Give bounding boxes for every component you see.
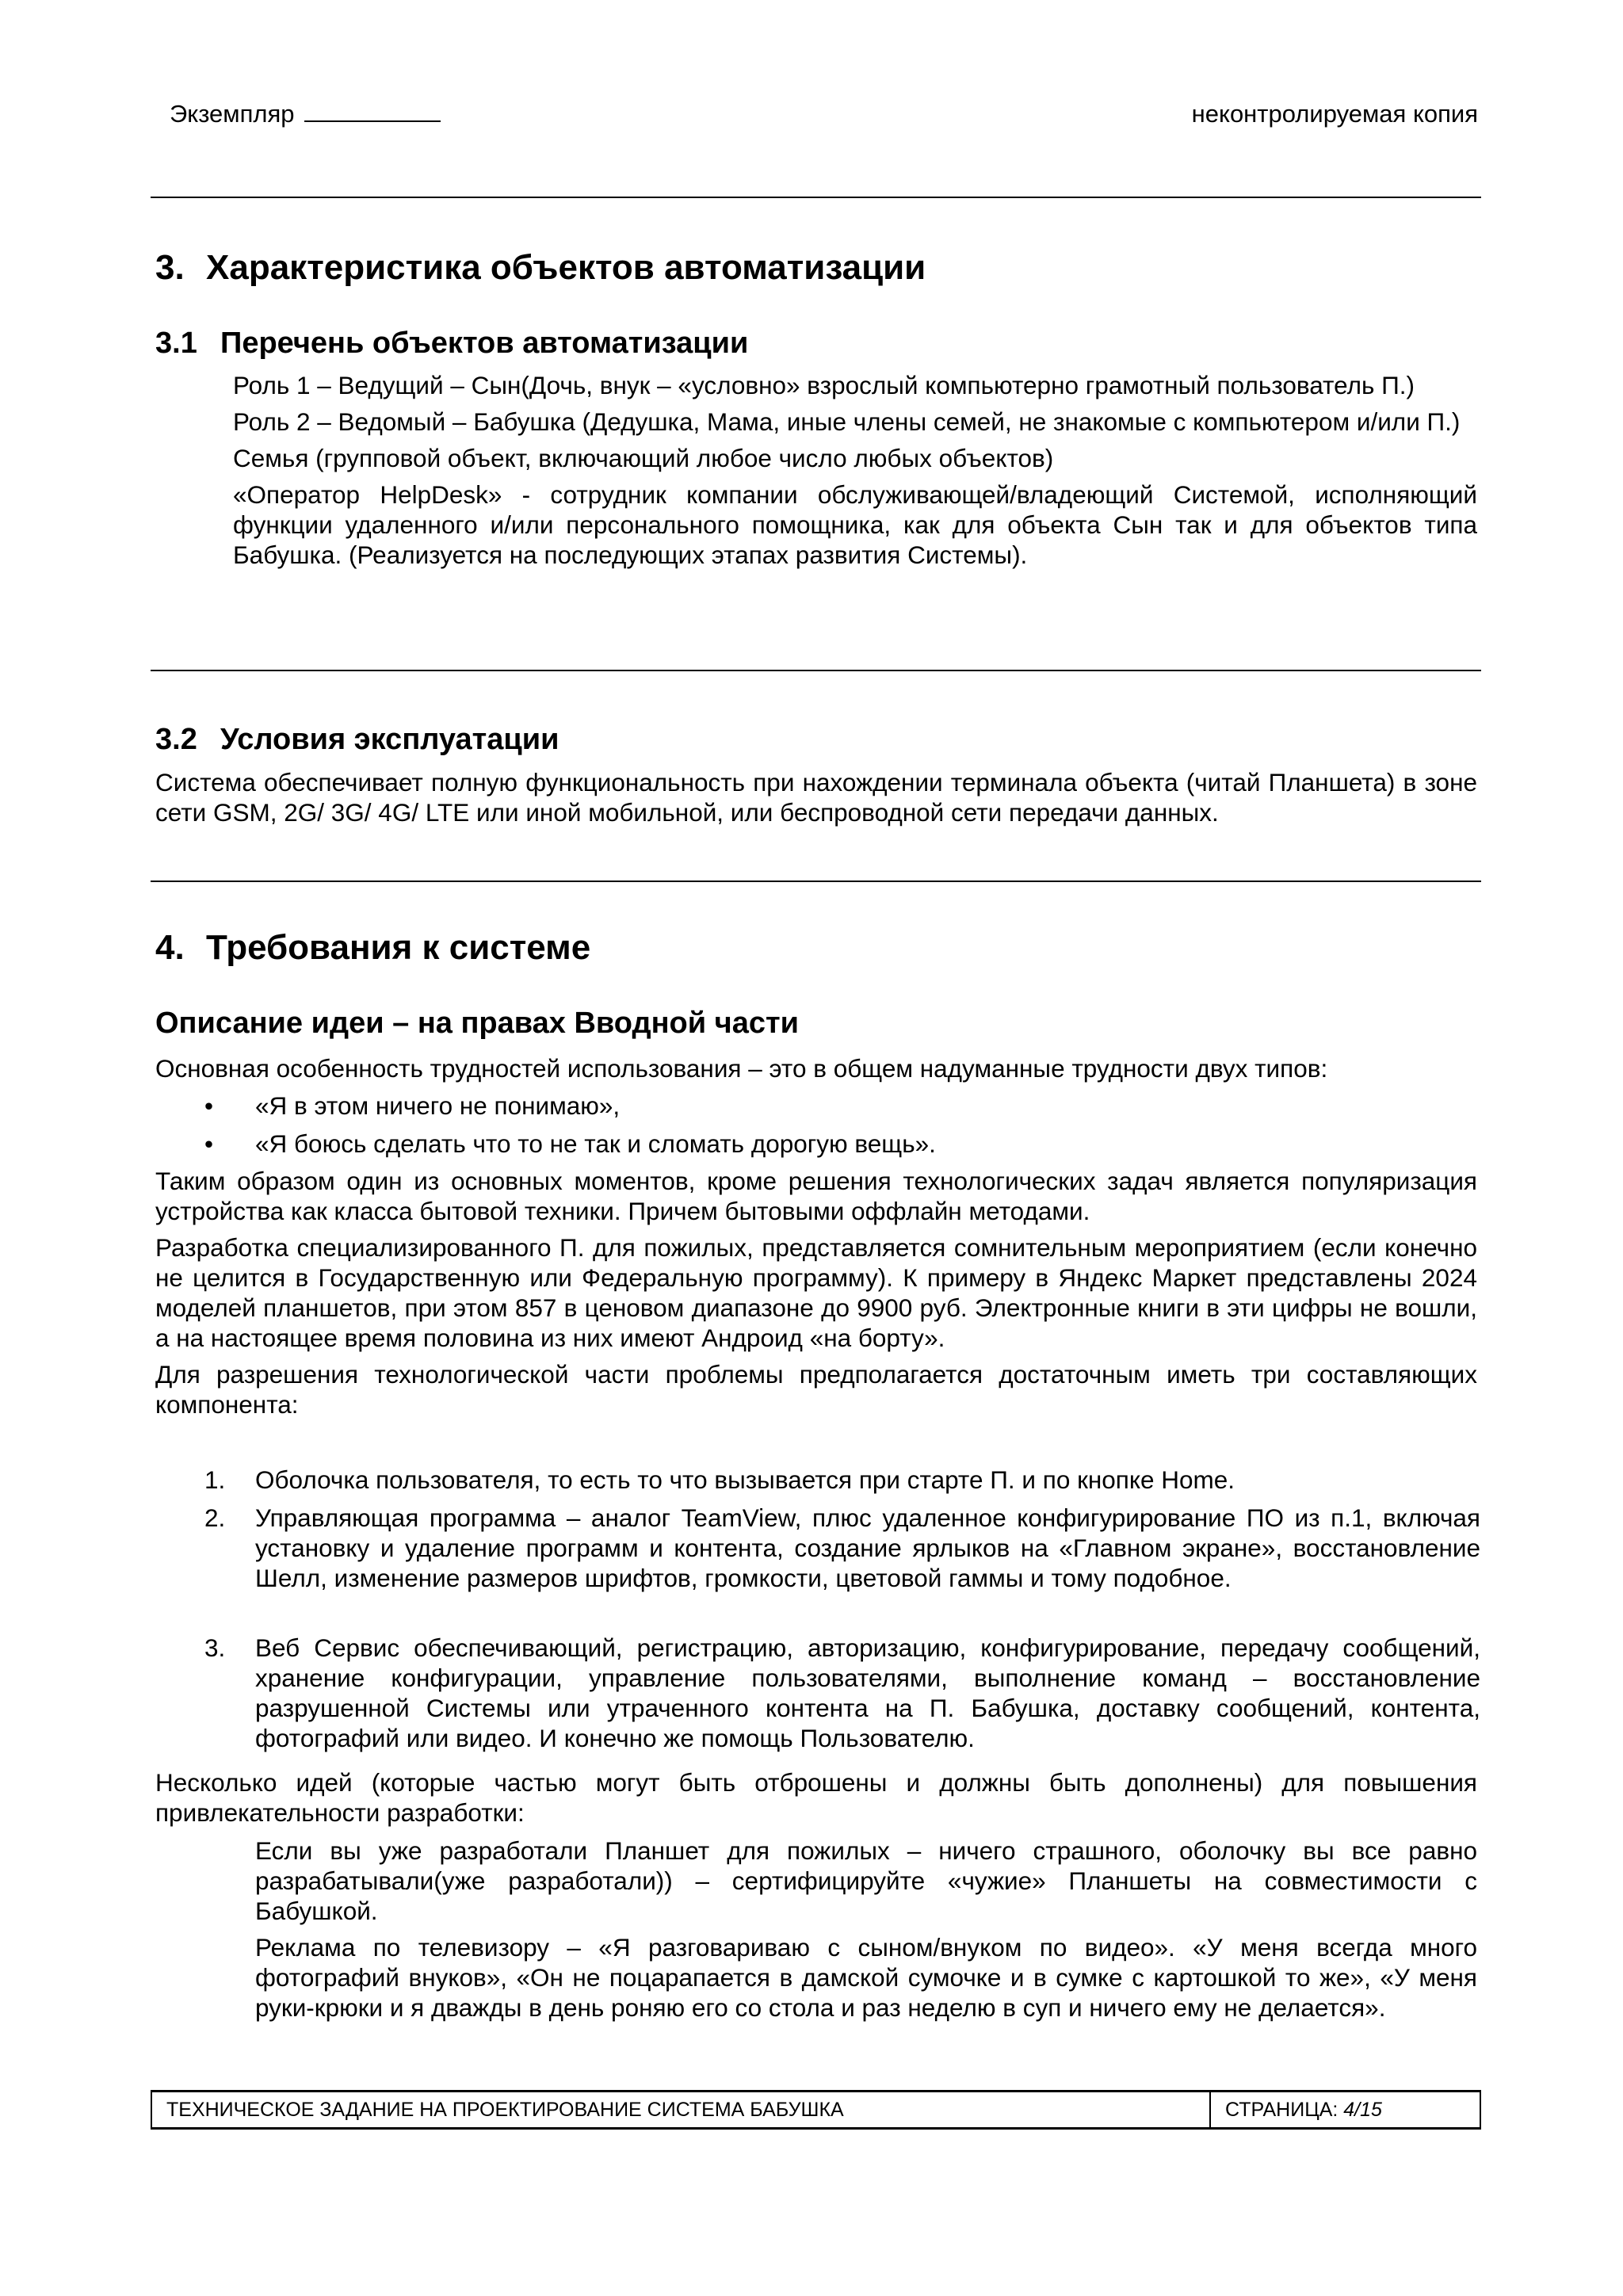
footer-table [151, 2090, 1481, 2130]
item-text: Управляющая программа – аналог TeamView, плюс удаленное конфигурирование ПО из п.1, включая установку и удаление программ и контента, создание ярлыков на «Главном экране», восстановление Шелл, изменение размеров шрифтов, громкости, цветовой гаммы и тому подобное. [255, 1503, 1480, 1592]
footer-page-label: СТРАНИЦА: [1225, 2099, 1338, 2121]
item-text: Оболочка пользователя, то есть то что вызывается при старте П. и по кнопке Home. [255, 1465, 1235, 1494]
section-4-number: 4. [155, 928, 185, 967]
body-block [155, 1166, 1477, 1419]
section-4-heading [155, 927, 590, 968]
header-divider [151, 197, 1481, 198]
ideas-intro-block [155, 1767, 1477, 1828]
footer-doc-title: ТЕХНИЧЕСКОЕ ЗАДАНИЕ НА ПРОЕКТИРОВАНИЕ СИСТЕМА БАБУШКА [152, 2092, 1211, 2127]
helpdesk-paragraph: «Оператор HelpDesk» - сотрудник компании обслуживающей/владеющий Системой, исполняющий функции удаленного и/или персонального помощника, как для объекта Сын так и для объектов типа Бабушка. (Реализуется на последующих этапах развития Системы). [233, 480, 1477, 569]
footer-page-cell [1211, 2092, 1480, 2127]
section-divider-2 [151, 881, 1481, 882]
bullet-text: «Я в этом ничего не понимаю», [255, 1091, 621, 1120]
section-3-title: Характеристика объектов автоматизации [206, 248, 926, 287]
item-text: Веб Сервис обеспечивающий, регистрацию, авторизацию, конфигурирование, передачу сообщений, хранение конфигурации, управление пользователями, выполнение команд – восстановление разрушенной Системы или утраченного контента на П. Бабушка, доставку сообщений, контента, фотографий или видео. И конечно же помощь Пользователю. [255, 1633, 1480, 1752]
section-3-1-title: Перечень объектов автоматизации [220, 327, 749, 360]
intro-block [155, 1053, 1477, 1083]
ideas-intro-paragraph: Несколько идей (которые частью могут быть отброшены и должны быть дополнены) для повышения привлекательности разработки: [155, 1768, 1477, 1827]
components-paragraph: Для разрешения технологической части проблемы предполагается достаточным иметь три составляющих компонента: [155, 1360, 1477, 1419]
role-2-paragraph: Роль 2 – Ведомый – Бабушка (Дедушка, Мама, иные члены семей, не знакомые с компьютером и/или П.) [233, 407, 1461, 436]
popularization-paragraph: Таким образом один из основных моментов, кроме решения технологических задач является популяризация устройства как класса бытовой техники. Причем бытовыми оффлайн методами. [155, 1167, 1477, 1225]
copy-status: неконтролируемая копия [1191, 100, 1478, 128]
section-divider-1 [151, 670, 1481, 671]
numbered-item [204, 1503, 1480, 1629]
section-3-number: 3. [155, 248, 185, 287]
bullet-item [204, 1091, 1480, 1122]
copy-number-blank [304, 100, 441, 122]
bullet-text: «Я боюсь сделать что то не так и сломать дорогую вещь». [255, 1129, 936, 1158]
bullet-mark: • [204, 1129, 214, 1158]
intro-paragraph: Основная особенность трудностей использования – это в общем надуманные трудности двух типов: [155, 1054, 1328, 1083]
section-3-1-heading [155, 325, 748, 361]
ideas-block [255, 1836, 1477, 2023]
operating-conditions [155, 767, 1477, 827]
footer-page-value: 4/15 [1343, 2099, 1382, 2121]
numbered-item [204, 1465, 1480, 1496]
item-number: 2. [204, 1503, 226, 1532]
numbered-item [204, 1633, 1480, 1759]
idea-advertising-paragraph: Реклама по телевизору – «Я разговариваю с сыном/внуком по видео». «У меня всегда много фотографий внуков», «Он не поцарапается в дамской сумочке и в сумке с картошкой то же», «У меня руки-крюки и я дважды в день роняю его со стола и раз неделю в суп и ничего ему не делается». [255, 1933, 1477, 2022]
section-3-heading [155, 247, 926, 288]
copy-label: Экземпляр [170, 100, 295, 128]
section-3-1-number: 3.1 [155, 327, 197, 360]
idea-heading: Описание идеи – на правах Вводной части [155, 1007, 799, 1040]
market-paragraph: Разработка специализированного П. для пожилых, представляется сомнительным мероприятием (если конечно не целится в Государственную или Федеральную программу). К примеру в Яндекс Маркет представлены 2024 моделей планшетов, при этом 857 в ценовом диапазоне до 9900 руб. Электронные книги в эти цифры не вошли, а на настоящее время половина из них имеют Андроид «на борту». [155, 1233, 1477, 1352]
family-paragraph: Семья (групповой объект, включающий любое число любых объектов) [233, 444, 1054, 472]
item-number: 3. [204, 1633, 226, 1662]
idea-certification-paragraph: Если вы уже разработали Планшет для пожилых – ничего страшного, оболочку вы все равно разрабатывали(уже разработали)) – сертифицируйте «чужие» Планшеты на совместимости с Бабушкой. [255, 1836, 1477, 1925]
section-3-2-heading [155, 721, 559, 758]
section-3-2-title: Условия эксплуатации [220, 723, 559, 756]
section-4-title: Требования к системе [206, 928, 591, 967]
role-1-paragraph: Роль 1 – Ведущий – Сын(Дочь, внук – «условно» взрослый компьютерно грамотный пользователь П.) [233, 371, 1415, 399]
item-number: 1. [204, 1465, 226, 1494]
bullet-item [204, 1129, 1480, 1160]
objects-list [233, 370, 1477, 570]
operating-conditions-paragraph: Система обеспечивает полную функциональность при нахождении терминала объекта (читай Планшета) в зоне сети GSM, 2G/ 3G/ 4G/ LTE или иной мобильной, или беспроводной сети передачи данных. [155, 768, 1477, 827]
bullet-mark: • [204, 1091, 214, 1120]
copy-label-row [170, 100, 441, 128]
section-3-2-number: 3.2 [155, 723, 197, 756]
